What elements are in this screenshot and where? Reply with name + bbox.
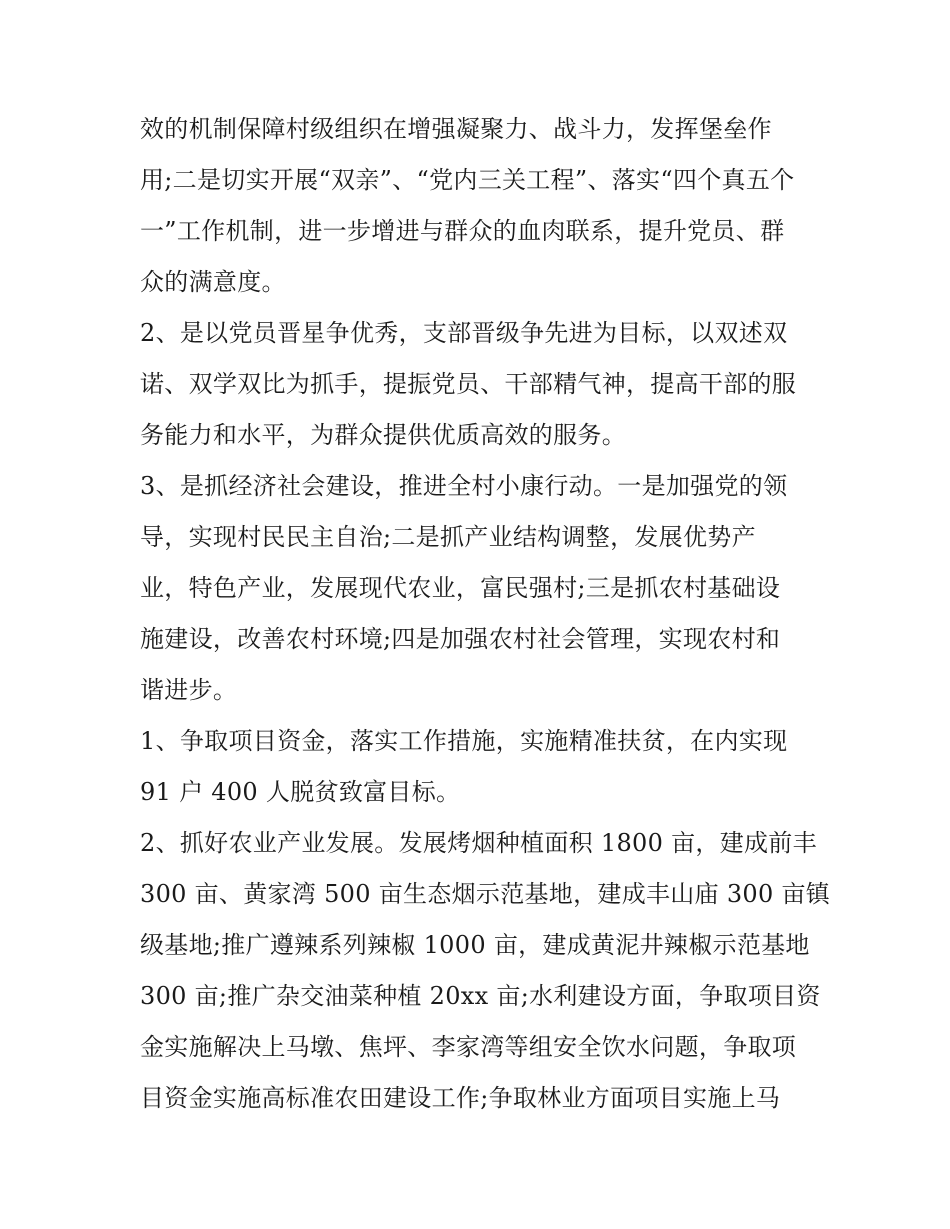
text-line: 一”工作机制，进一步增进与群众的血肉联系，提升党员、群	[140, 217, 785, 245]
text-line: 级基地;推广遵辣系列辣椒 1000 亩，建成黄泥井辣椒示范基地	[140, 931, 810, 959]
text-line: 300 亩、黄家湾 500 亩生态烟示范基地，建成丰山庙 300 亩镇	[140, 880, 831, 908]
document-body	[140, 104, 831, 1124]
text-line: 目资金实施高标准农田建设工作;争取林业方面项目实施上马	[140, 1084, 781, 1112]
text-line: 诺、双学双比为抓手，提振党员、干部精气神，提高干部的服	[140, 370, 797, 398]
text-line: 导，实现村民民主自治;二是抓产业结构调整，发展优势产	[140, 523, 756, 551]
text-line: 施建设，改善农村环境;四是加强农村社会管理，实现农村和	[140, 625, 781, 653]
text-line: 2、抓好农业产业发展。发展烤烟种植面积 1800 亩，建成前丰	[140, 829, 817, 857]
text-line: 务能力和水平，为群众提供优质高效的服务。	[140, 421, 626, 449]
text-line: 谐进步。	[140, 676, 238, 704]
text-line: 1、争取项目资金，落实工作措施，实施精准扶贫，在内实现	[140, 727, 788, 755]
text-line: 众的满意度。	[140, 268, 286, 296]
text-line: 效的机制保障村级组织在增强凝聚力、战斗力，发挥堡垒作	[140, 115, 772, 143]
text-line: 2、是以党员晋星争优秀，支部晋级争先进为目标，以双述双	[140, 319, 788, 347]
text-line: 300 亩;推广杂交油菜种植 20xx 亩;水利建设方面，争取项目资	[140, 982, 821, 1010]
text-line: 业，特色产业，发展现代农业，富民强村;三是抓农村基础设	[140, 574, 781, 602]
text-line: 金实施解决上马墩、焦坪、李家湾等组安全饮水问题，争取项	[140, 1033, 797, 1061]
text-line: 3、是抓经济社会建设，推进全村小康行动。一是加强党的领	[140, 472, 788, 500]
text-line: 用;二是切实开展“双亲”、“党内三关工程”、落实“四个真五个	[140, 166, 795, 194]
text-line: 91 户 400 人脱贫致富目标。	[140, 778, 461, 806]
